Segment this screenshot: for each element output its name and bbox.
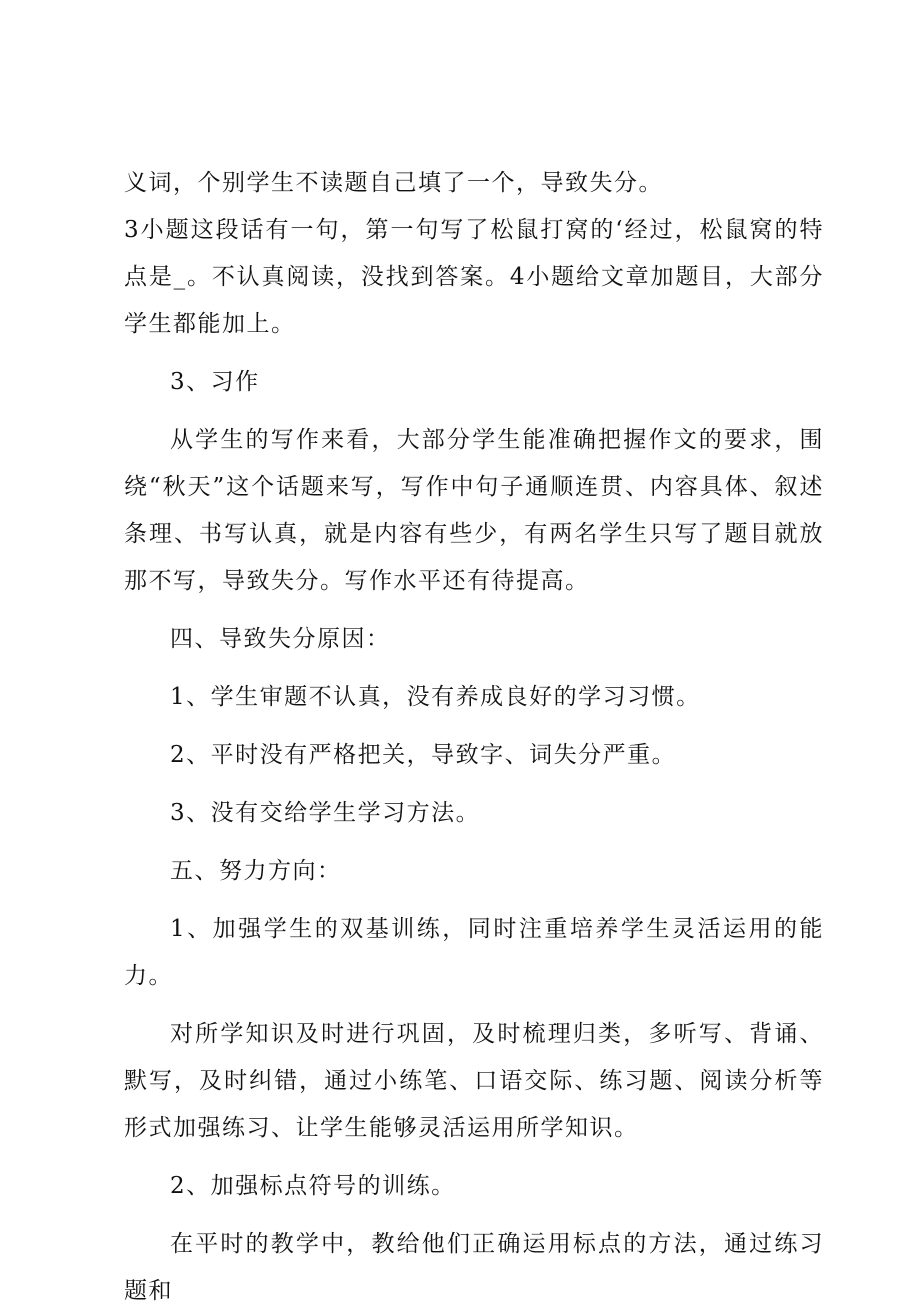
reason-item-2: 2、平时没有严格把关，导致字、词失分严重。 — [170, 742, 677, 768]
paragraph-direction-1-detail: 对所学知识及时进行巩固，及时梳理归类，多听写、背诵、默写，及时纠错，通过小练笔、口语交际、练习题、阅读分析等形式加强练习、让学生能够灵活运用所学知识。 — [124, 1021, 824, 1141]
document-body — [124, 160, 824, 1315]
reason-item-3: 3、没有交给学生学习方法。 — [170, 800, 481, 826]
reason-item-1: 1、学生审题不认真，没有养成良好的学习习惯。 — [170, 684, 701, 710]
paragraph-composition-analysis: 从学生的写作来看，大部分学生能准确把握作文的要求，围绕“秋天”这个话题来写，写作中句子通顺连贯、内容具体、叙述条理、书写认真，就是内容有些少，有两名学生只写了题目就放那不写，导致失分。写作水平还有待提高。 — [124, 427, 824, 594]
paragraph-2: 3小题这段话有一句，第一句写了松鼠打窝的‘经过，松鼠窝的特点是_。不认真阅读，没找到答案。4小题给文章加题目，大部分学生都能加上。 — [124, 217, 824, 337]
direction-item-2: 2、加强标点符号的训练。 — [170, 1173, 456, 1199]
direction-item-1: 1、加强学生的双基训练，同时注重培养学生灵活运用的能力。 — [124, 916, 824, 989]
section-heading-direction: 五、努力方向： — [170, 858, 342, 884]
section-heading-reasons: 四、导致失分原因： — [170, 626, 391, 652]
paragraph-direction-2-detail: 在平时的教学中，教给他们正确运用标点的方法，通过练习题和 — [124, 1231, 824, 1304]
paragraph-1: 义词，个别学生不读题自己填了一个，导致失分。 — [124, 170, 663, 196]
section-heading-composition: 3、习作 — [170, 369, 260, 395]
